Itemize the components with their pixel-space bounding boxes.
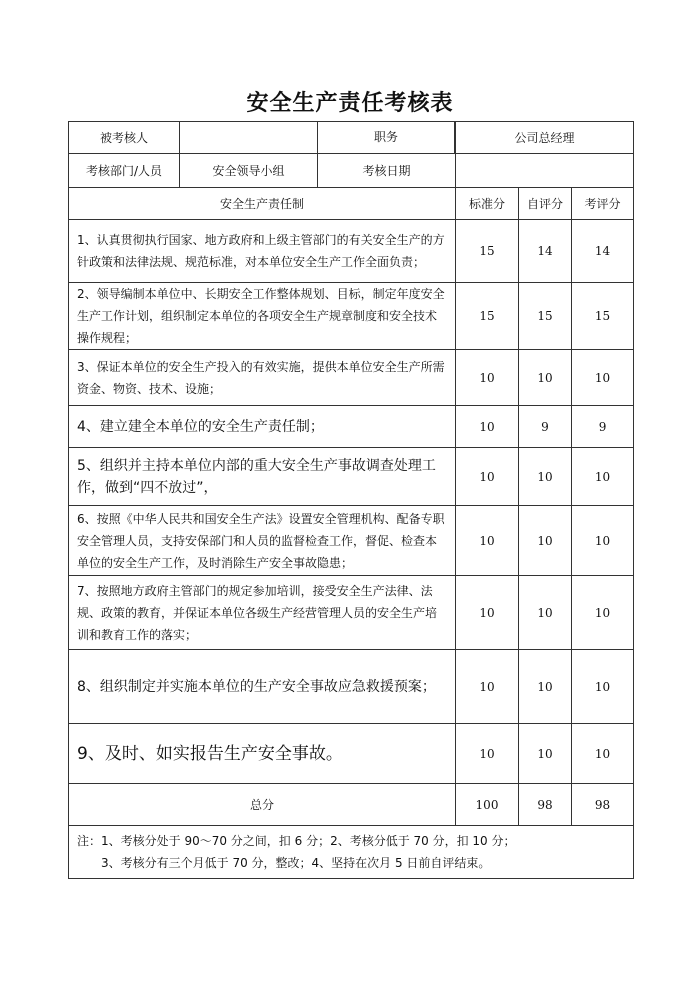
position-label: 职务 bbox=[317, 121, 455, 154]
duty-item: 5、组织并主持本单位内部的重大安全生产事故调查处理工作，做到“四不放过”， bbox=[69, 448, 456, 506]
standard-score: 10 bbox=[456, 350, 519, 406]
table-row bbox=[69, 448, 634, 506]
self-score: 10 bbox=[519, 576, 572, 650]
standard-column-header: 标准分 bbox=[456, 188, 519, 220]
review-score: 10 bbox=[572, 448, 634, 506]
self-score: 9 bbox=[519, 406, 572, 448]
table-row bbox=[69, 724, 634, 784]
dept-label: 考核部门/人员 bbox=[69, 154, 180, 188]
self-score: 15 bbox=[519, 283, 572, 350]
standard-score: 10 bbox=[456, 650, 519, 724]
table-row bbox=[69, 406, 634, 448]
table-row bbox=[69, 350, 634, 406]
review-score: 14 bbox=[572, 220, 634, 283]
total-row bbox=[69, 784, 634, 826]
review-score: 10 bbox=[572, 724, 634, 784]
assessment-table bbox=[68, 121, 634, 879]
duty-column-header: 安全生产责任制 bbox=[69, 188, 456, 220]
total-review: 98 bbox=[572, 784, 634, 826]
table-row bbox=[69, 506, 634, 576]
standard-score: 10 bbox=[456, 724, 519, 784]
standard-score: 15 bbox=[456, 283, 519, 350]
review-score: 10 bbox=[572, 650, 634, 724]
duty-item: 6、按照《中华人民共和国安全生产法》设置安全管理机构、配备专职安全管理人员，支持安保部门和人员的监督检查工作，督促、检查本单位的安全生产工作，及时消除生产安全事故隐患； bbox=[69, 506, 456, 576]
standard-score: 10 bbox=[456, 448, 519, 506]
table-row bbox=[69, 650, 634, 724]
review-score: 9 bbox=[572, 406, 634, 448]
duty-item: 4、建立建全本单位的安全生产责任制； bbox=[69, 406, 456, 448]
standard-score: 10 bbox=[456, 576, 519, 650]
table-row bbox=[69, 576, 634, 650]
column-header-row bbox=[69, 188, 634, 220]
assessee-label: 被考核人 bbox=[69, 122, 180, 154]
self-column-header: 自评分 bbox=[519, 188, 572, 220]
duty-item: 9、及时、如实报告生产安全事故。 bbox=[69, 724, 456, 784]
duty-item: 1、认真贯彻执行国家、地方政府和上级主管部门的有关安全生产的方针政策和法律法规、规范标准，对本单位安全生产工作全面负责； bbox=[69, 220, 456, 283]
position-value: 公司总经理 bbox=[456, 122, 634, 154]
notes bbox=[69, 826, 634, 879]
self-score: 10 bbox=[519, 448, 572, 506]
review-column-header: 考评分 bbox=[572, 188, 634, 220]
standard-score: 15 bbox=[456, 220, 519, 283]
table-row bbox=[69, 283, 634, 350]
self-score: 10 bbox=[519, 724, 572, 784]
total-standard: 100 bbox=[456, 784, 519, 826]
duty-item: 8、组织制定并实施本单位的生产安全事故应急救援预案； bbox=[69, 650, 456, 724]
page-title: 安全生产责任考核表 bbox=[246, 90, 454, 116]
duty-item: 2、领导编制本单位中、长期安全工作整体规划、目标，制定年度安全生产工作计划，组织制定本单位的各项安全生产规章制度和安全技术操作规程； bbox=[69, 283, 456, 350]
total-label: 总分 bbox=[69, 784, 456, 826]
duty-item: 3、保证本单位的安全生产投入的有效实施，提供本单位安全生产所需资金、物资、技术、设施； bbox=[69, 350, 456, 406]
table-row bbox=[69, 220, 634, 283]
self-score: 10 bbox=[519, 350, 572, 406]
review-score: 10 bbox=[572, 576, 634, 650]
header-row-2 bbox=[69, 154, 634, 188]
review-score: 15 bbox=[572, 283, 634, 350]
duty-item: 7、按照地方政府主管部门的规定参加培训，接受安全生产法律、法规、政策的教育，并保证本单位各级生产经营管理人员的安全生产培训和教育工作的落实； bbox=[69, 576, 456, 650]
review-score: 10 bbox=[572, 506, 634, 576]
self-score: 14 bbox=[519, 220, 572, 283]
date-field[interactable] bbox=[456, 154, 634, 188]
dept-value: 安全领导小组 bbox=[180, 154, 318, 188]
standard-score: 10 bbox=[456, 406, 519, 448]
date-label: 考核日期 bbox=[318, 154, 456, 188]
assessee-field[interactable] bbox=[180, 122, 318, 154]
note-line-2: 3、考核分有三个月低于 70 分，整改；4、坚持在次月 5 日前自评结束。 bbox=[101, 856, 491, 870]
total-self: 98 bbox=[519, 784, 572, 826]
self-score: 10 bbox=[519, 506, 572, 576]
standard-score: 10 bbox=[456, 506, 519, 576]
review-score: 10 bbox=[572, 350, 634, 406]
notes-row bbox=[69, 826, 634, 879]
note-line-1: 注：1、考核分处于 90～70 分之间，扣 6 分；2、考核分低于 70 分，扣 10 分； bbox=[77, 834, 516, 848]
self-score: 10 bbox=[519, 650, 572, 724]
